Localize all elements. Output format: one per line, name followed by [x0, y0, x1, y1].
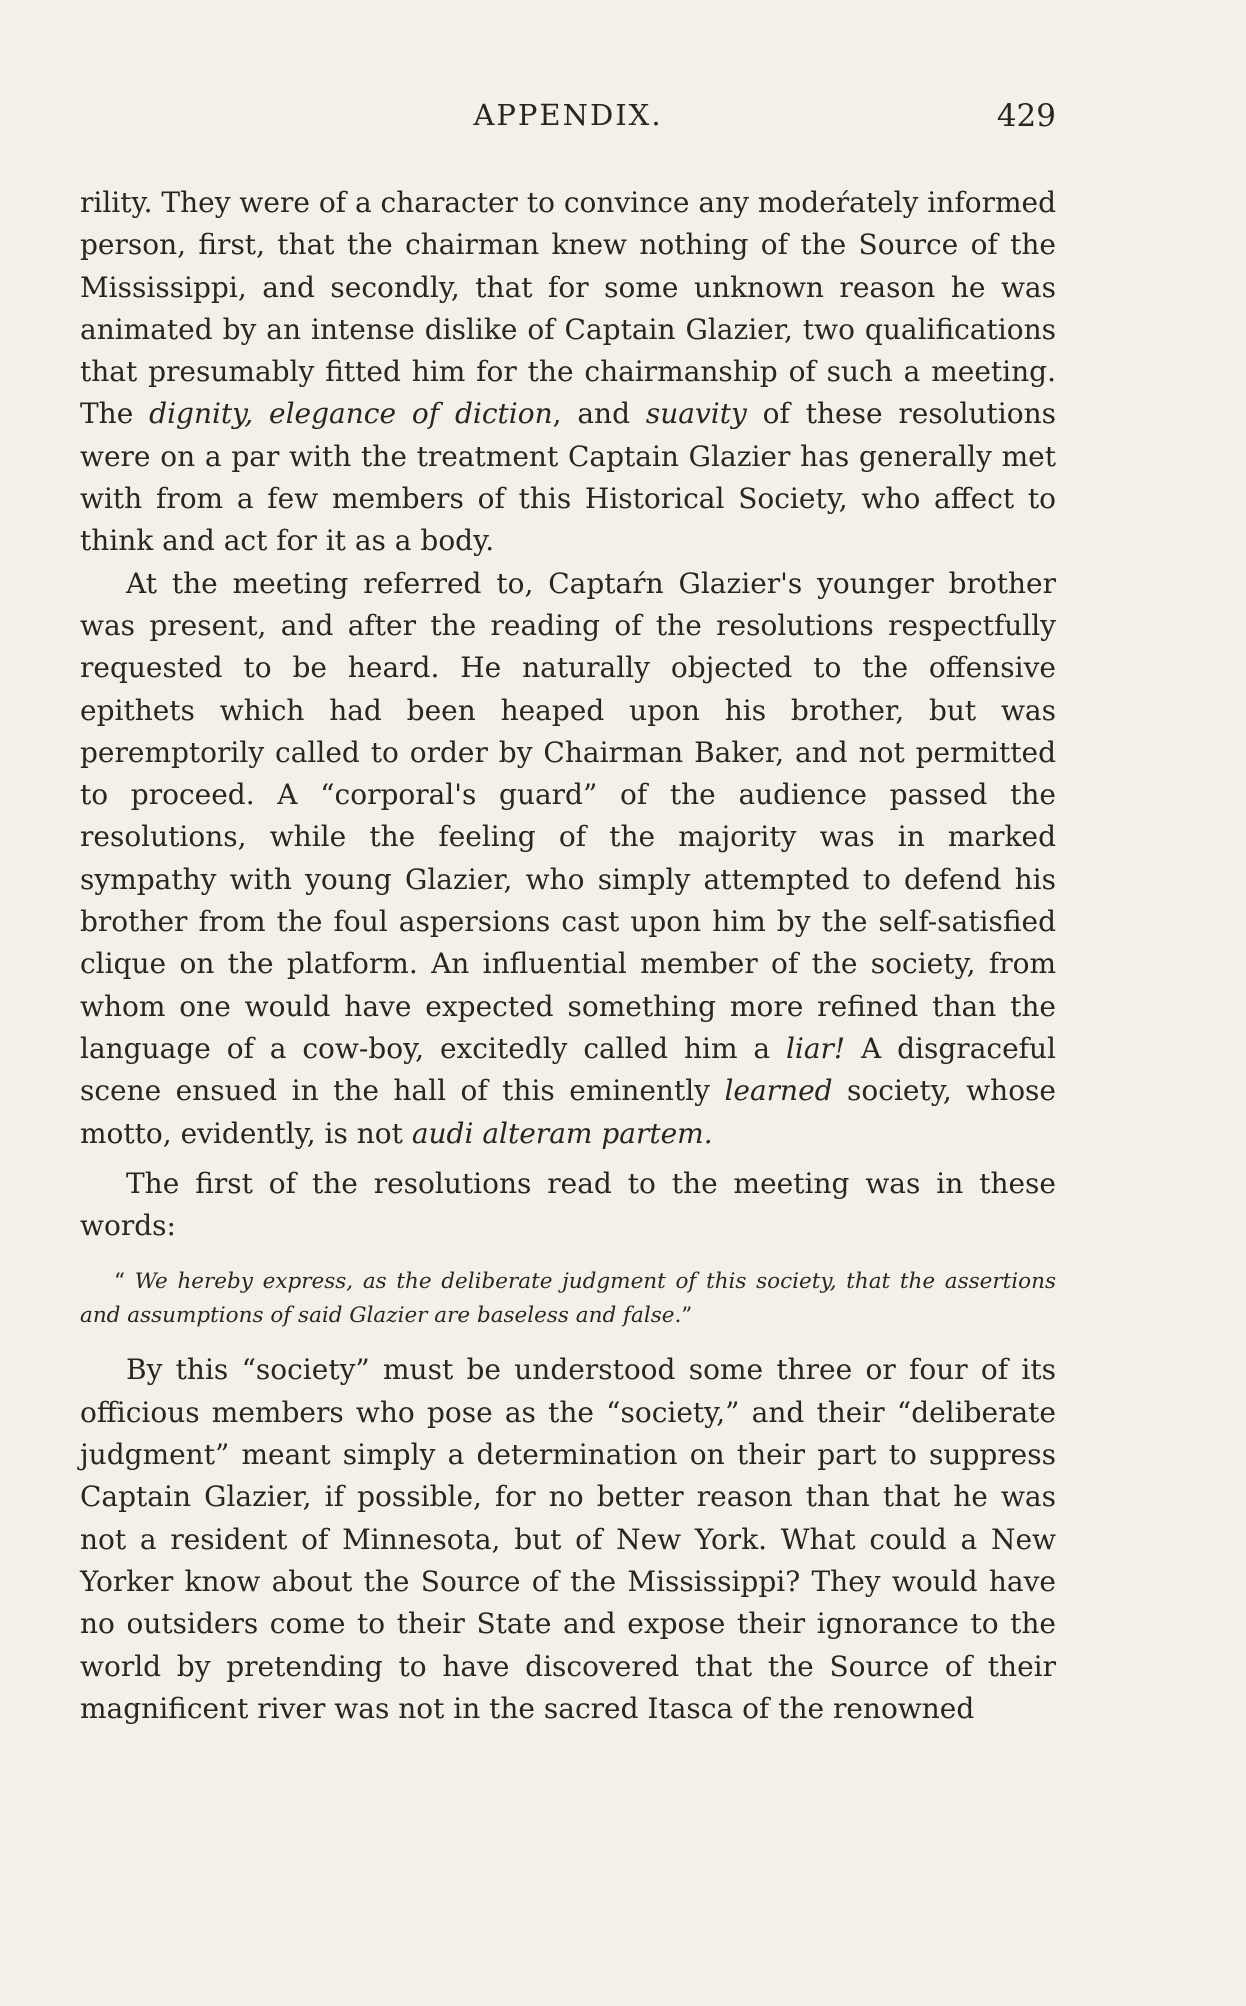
paragraph-3: The first of the resolutions read to the meeting was in these words: [80, 1166, 1056, 1243]
page-number: 429 [996, 98, 1056, 134]
paragraph-2-text-a: At the meeting referred to, Captaŕn Glazier's younger brother was present, and after the reading of the resolutions respectfully requested to be heard. He naturally objected to the offensive epithets which had been heaped upon his brother, but was peremptorily called to order by Chairman Baker, and not permitted to proceed. A “corporal's guard” of the audience passed the resolutions, while the feeling of the majority was in marked sympathy with young Glazier, who simply attempted to defend his brother from the foul aspersions cast upon him by the self-satisfied clique on the platform. An influential member of the society, from whom one would have expected something more refined than the language of a cow-boy, excitedly called him a [80, 566, 1056, 1065]
paragraph-1-text-a: rility. They were of a character to convince any modeŕately informed person, first, that the chairman knew nothing of the Source of the Mississippi, and secondly, that for some unknown reason he was animated by an intense dislike of Captain Glazier, two qualifications that presumably fitted him for the chairmanship of such a meeting. The [80, 186, 1056, 431]
quote-open-mark: “ [114, 1269, 135, 1295]
quote-text: We hereby express, as the deliberate judgment of this society, that the assertions and assumptions of said Glazier are baseless and false. [80, 1269, 1056, 1329]
page-header [80, 98, 1056, 142]
paragraph-1-italic-2: suavity [645, 397, 747, 431]
paragraph-1-text-b: , and [552, 397, 646, 431]
paragraph-2-italic-3: audi alteram partem. [411, 1116, 713, 1150]
paragraph-2-italic-1: liar! [785, 1031, 846, 1065]
paragraph-2-text-b: A disgraceful scene ensued in the hall of this eminently [80, 1031, 1056, 1108]
paragraph-1 [80, 182, 1056, 563]
paragraph-1-italic-1: dignity, elegance of diction [149, 397, 553, 431]
paragraph-2 [80, 563, 1056, 1155]
quote-close-mark: ” [681, 1303, 693, 1329]
paragraph-1-text-c: of these resolutions were on a par with the treatment Captain Glazier has generally met with from a few members of this Historical Society, who affect to think and act for it as a body. [80, 397, 1057, 558]
block-quote [80, 1265, 1056, 1333]
page-body [80, 182, 1056, 1730]
paragraph-2-italic-2: learned [724, 1074, 833, 1108]
paragraph-4: By this “society” must be understood some three or four of its officious members who pose as the “society,” and their “deliberate judgment” meant simply a determination on their part to suppress Captain Glazier, if possible, for no better reason than that he was not a resident of Minnesota, but of New York. What could a New Yorker know about the Source of the Mississippi? They would have no outsiders come to their State and expose their ignorance to the world by pretending to have discovered that the Source of their magnificent river was not in the sacred Itasca of the renowned [80, 1353, 1056, 1725]
running-head: APPENDIX. [473, 98, 663, 132]
paragraph-2-text-c: society, whose motto, evidently, is not [80, 1074, 1056, 1150]
